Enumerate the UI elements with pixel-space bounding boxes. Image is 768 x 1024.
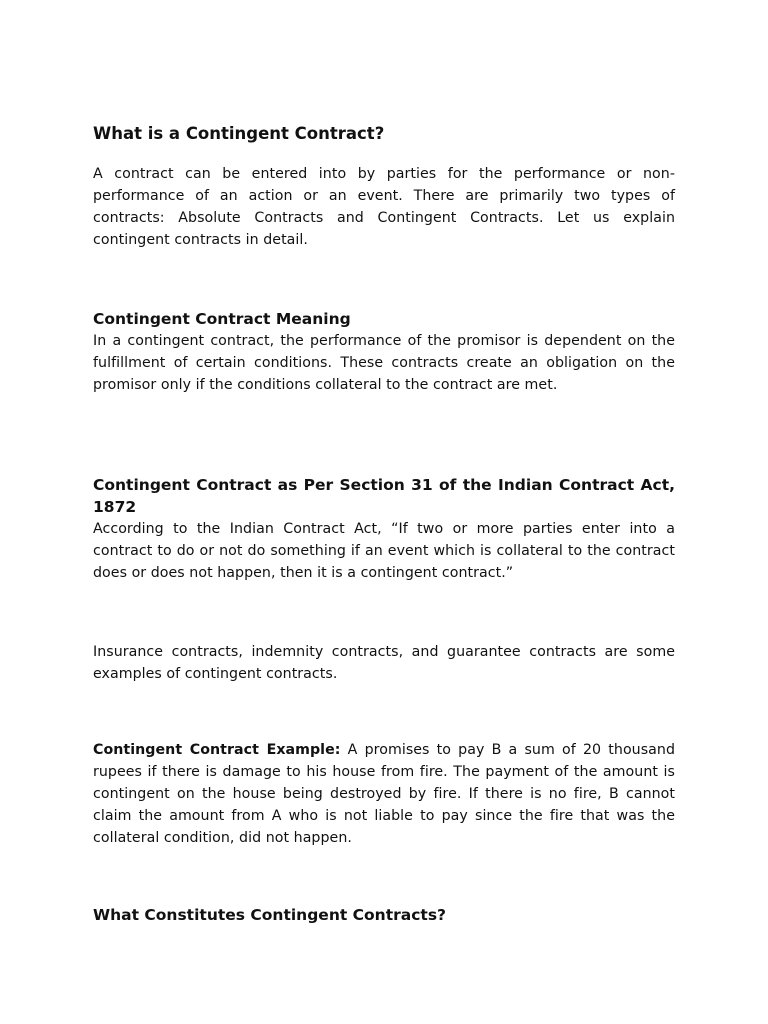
paragraph-section-31: According to the Indian Contract Act, “If two or more parties enter into a contract to do or not do something if an event which is collateral to the contract does or does not happen, then it is a contingent contract.”: [93, 521, 675, 581]
heading-what-is-contingent-contract: What is a Contingent Contract?: [93, 124, 385, 143]
paragraph-meaning: In a contingent contract, the performance of the promisor is dependent on the fulfillment of certain conditions. These contracts create an obligation on the promisor only if the conditions collateral to the contract are met.: [93, 333, 675, 393]
section-what-is-body: [93, 163, 675, 251]
heading-what-constitutes: What Constitutes Contingent Contracts?: [93, 906, 447, 924]
paragraph-intro: A contract can be entered into by parties for the performance or non-performance of an action or an event. There are primarily two types of contracts: Absolute Contracts and Contingent Contracts. Let us explain contingent contracts in detail.: [93, 166, 675, 248]
section-constitutes: [93, 904, 675, 926]
paragraph-examples: Insurance contracts, indemnity contracts, and guarantee contracts are some examples of contingent contracts.: [93, 644, 675, 682]
section-what-is: [93, 123, 675, 145]
section-example: [93, 739, 675, 849]
example-lead: Contingent Contract Example:: [93, 742, 341, 758]
section-examples: [93, 641, 675, 685]
example-text: A promises to pay B a sum of 20 thousand rupees if there is damage to his house from fire. The payment of the amount is contingent on the house being destroyed by fire. If there is no fire, B cannot claim the amount from A who is not liable to pay since the fire that was the collateral condition, did not happen.: [93, 742, 676, 846]
section-section-31: [93, 474, 675, 584]
heading-contract-meaning: Contingent Contract Meaning: [93, 310, 351, 328]
paragraph-example: [93, 739, 675, 849]
section-meaning: [93, 308, 675, 396]
heading-section-31: Contingent Contract as Per Section 31 of the Indian Contract Act, 1872: [93, 476, 675, 516]
